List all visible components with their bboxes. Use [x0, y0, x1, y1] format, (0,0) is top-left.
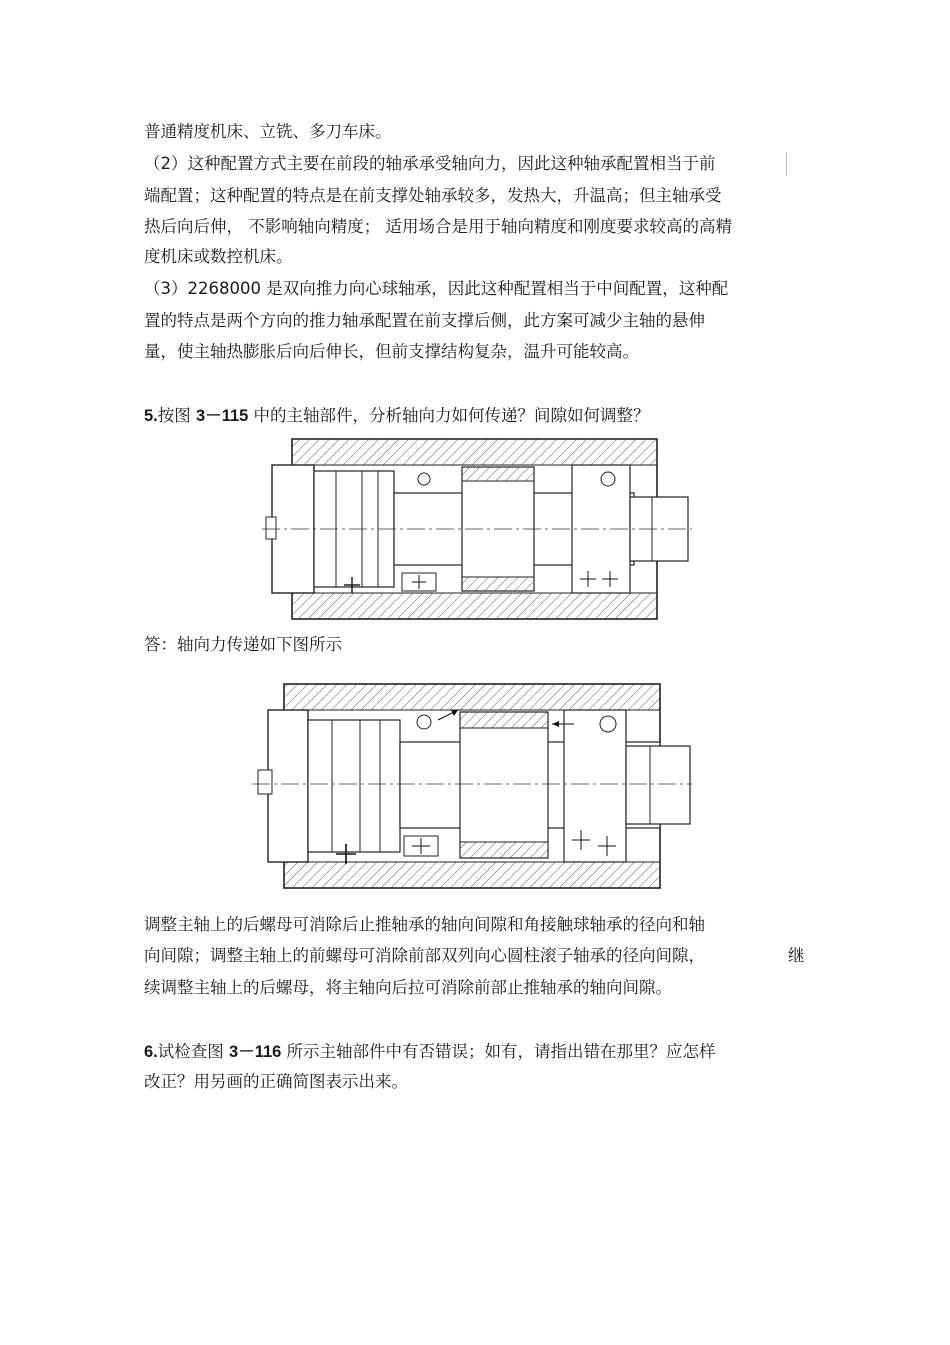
question-number: 5.: [144, 407, 158, 425]
text-line: 续调整主轴上的后螺母，将主轴向后拉可消除前部止推轴承的轴向间隙。: [144, 978, 672, 997]
text-line: 量，使主轴热膨胀后向后伸长，但前支撑结构复杂，温升可能较高。: [144, 342, 639, 361]
text-line: 普通精度机床、立铣、多刀车床。: [144, 122, 392, 141]
figure-ref: 3－115: [196, 407, 249, 425]
text-line: 置的特点是两个方向的推力轴承配置在前支撑后侧，此方案可减少主轴的悬伸: [144, 311, 705, 330]
text-line: 向间隙；调整主轴上的前螺母可消除前部双列向心圆柱滚子轴承的径向间隙，: [144, 946, 705, 965]
text-line: 调整主轴上的后螺母可消除后止推轴承的轴向间隙和角接触球轴承的径向和轴: [144, 915, 705, 934]
text-line: 度机床或数控机床。: [144, 247, 293, 266]
question-number: 6.: [144, 1043, 158, 1061]
question-6: 6.试检查图 3－116 所示主轴部件中有否错误；如有，请指出错在那里？应怎样: [144, 1042, 716, 1061]
answer-line: 答：轴向力传递如下图所示: [144, 635, 342, 654]
text-line: （3）2268000 是双向推力向心球轴承，因此这种配置相当于中间配置，这种配: [144, 279, 729, 298]
text-continuation: 继: [788, 946, 805, 965]
text-line: （2）这种配置方式主要在前段的轴承承受轴向力，因此这种轴承配置相当于前: [144, 154, 716, 173]
text-line: 热后向后伸， 不影响轴向精度； 适用场合是用于轴向精度和刚度要求较高的高精: [144, 217, 732, 236]
spindle-figure-2: [252, 680, 692, 890]
text-line: 改正？用另画的正确简图表示出来。: [144, 1072, 408, 1091]
text-line: 端配置；这种配置的特点是在前支撑处轴承较多，发热大，升温高；但主轴承受: [144, 186, 722, 205]
figure-ref: 3－116: [229, 1043, 282, 1061]
margin-mark: [786, 152, 787, 176]
spindle-figure-1: [262, 437, 692, 625]
question-5: 5.按图 3－115 中的主轴部件，分析轴向力如何传递？间隙如何调整？: [144, 406, 650, 425]
